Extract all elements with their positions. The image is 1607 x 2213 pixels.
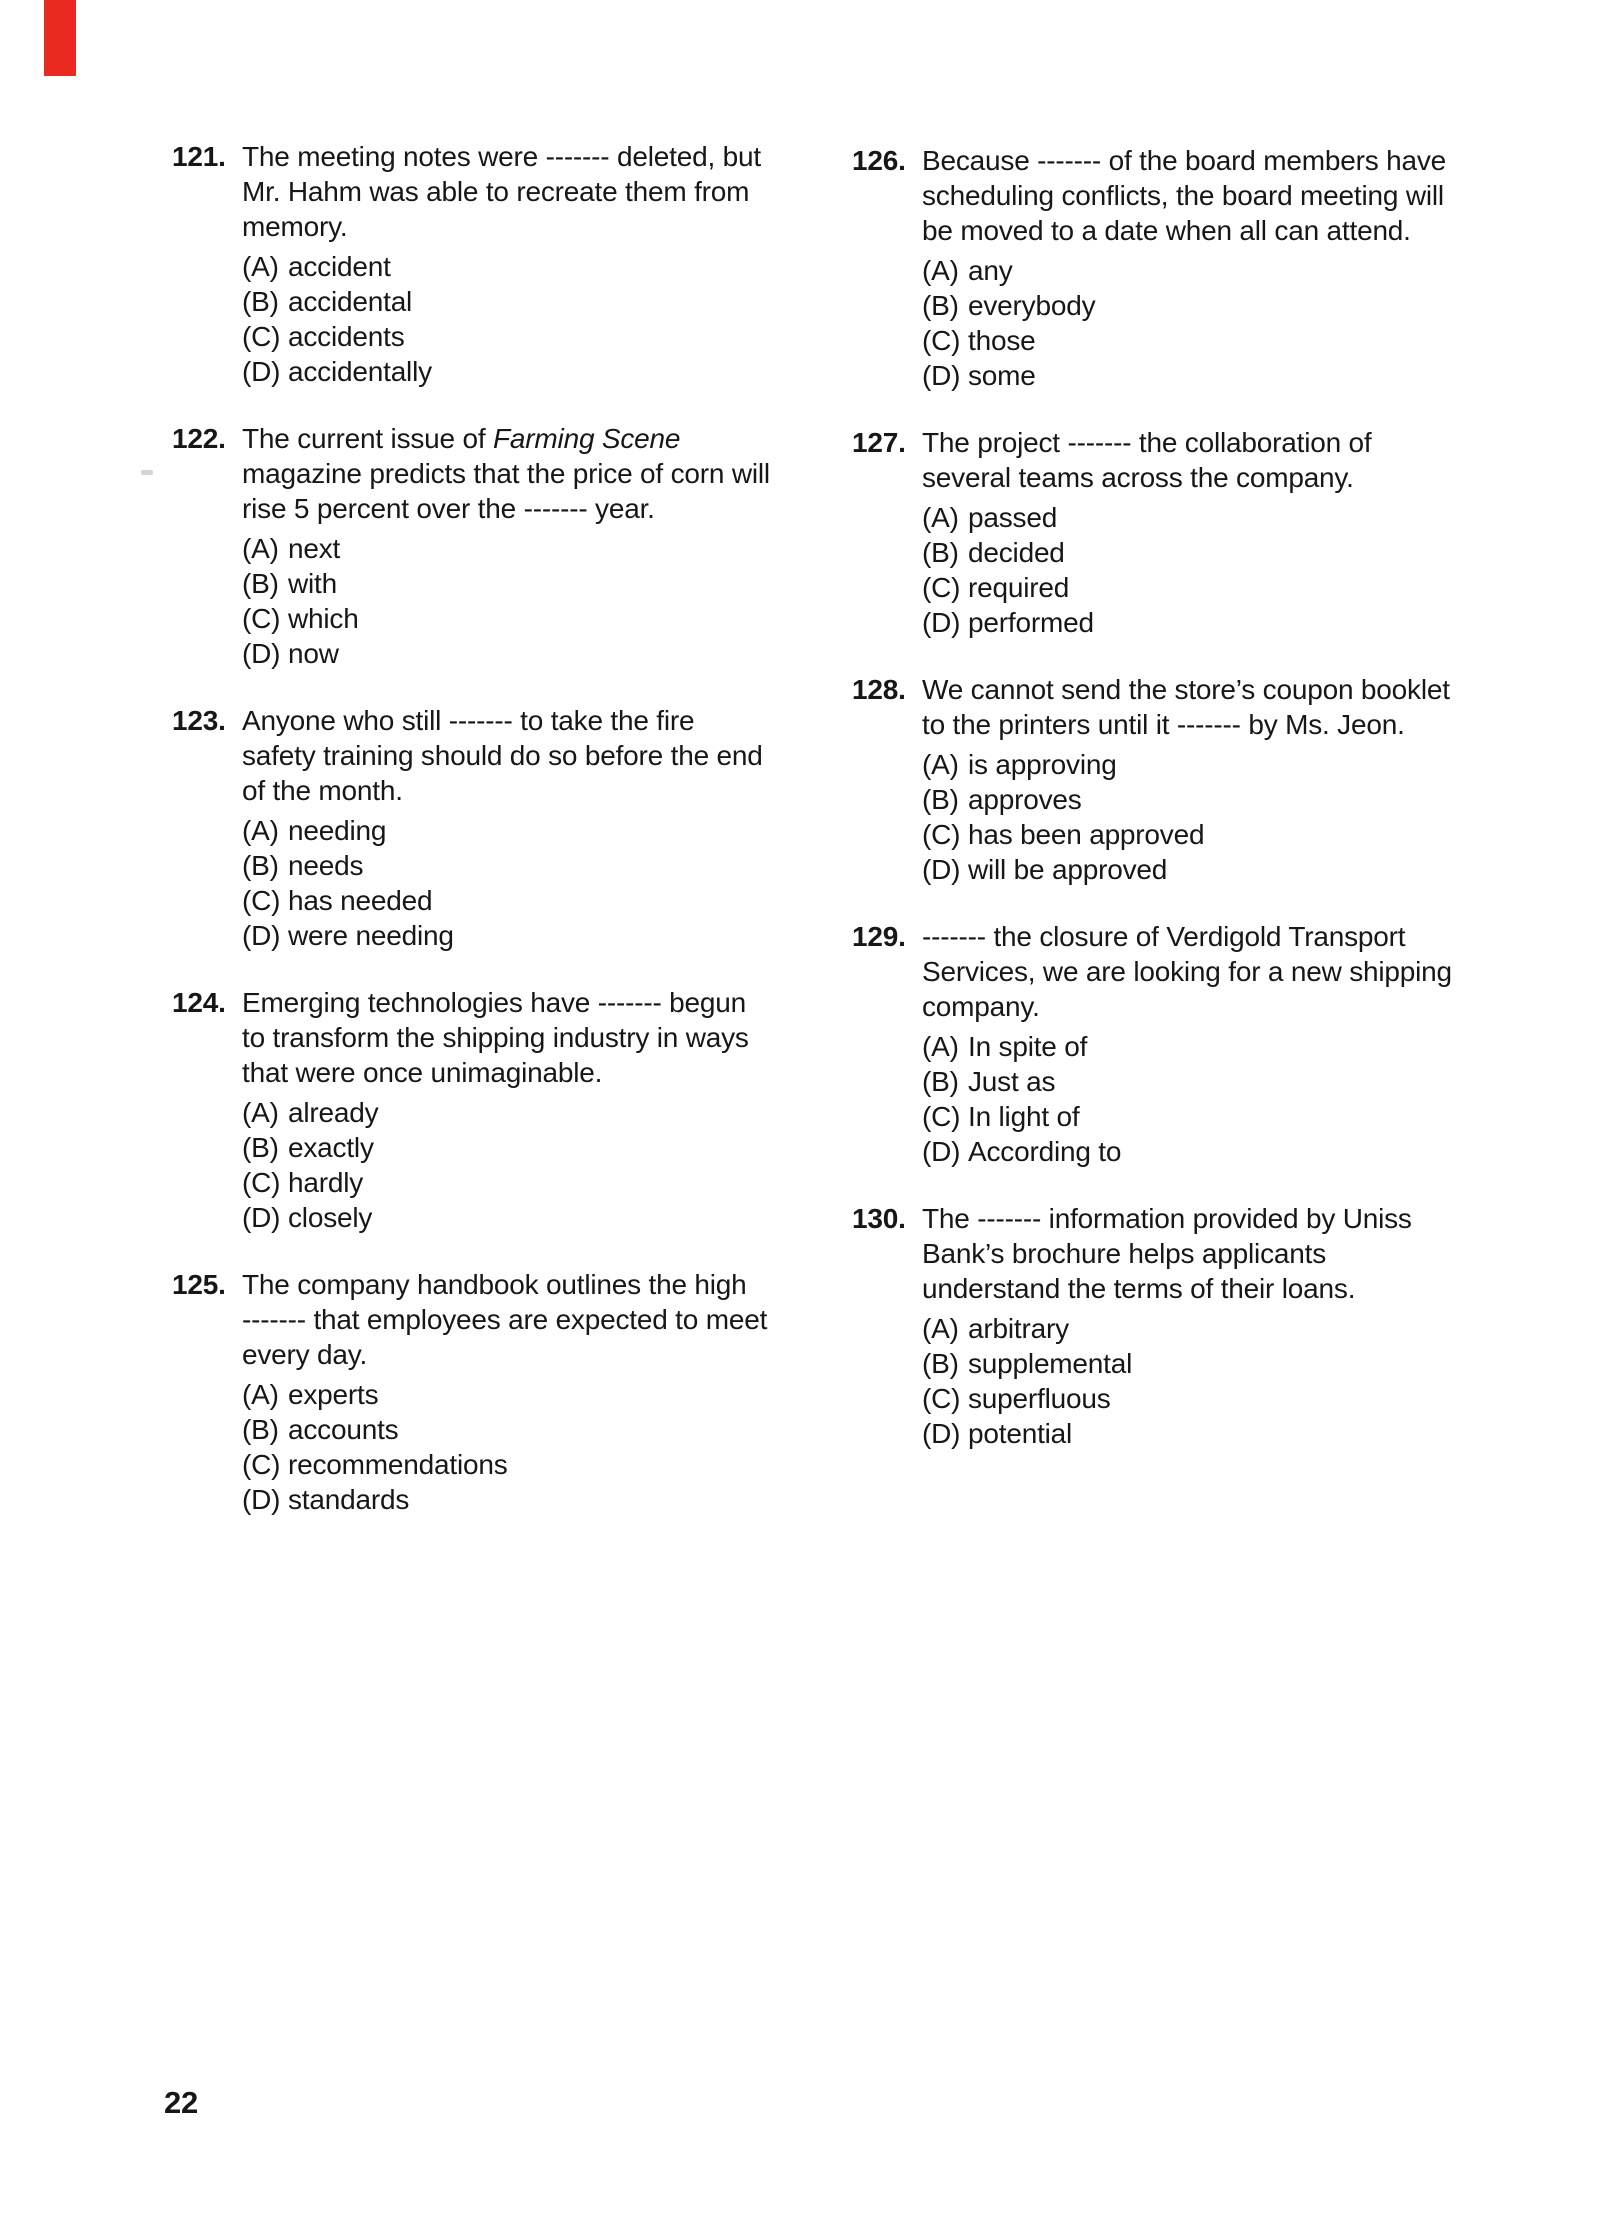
- option-row: [242, 813, 832, 848]
- question-stem: [242, 985, 832, 1090]
- stem-line: [922, 672, 1532, 707]
- stem-line: [922, 1201, 1532, 1236]
- stem-text: Services, we are looking for a new shipping: [922, 956, 1452, 987]
- option-text: experts: [288, 1379, 379, 1410]
- question-body: [922, 1201, 1532, 1451]
- option-row: [242, 1482, 832, 1517]
- option-text: recommendations: [288, 1449, 508, 1480]
- option-text: standards: [288, 1484, 410, 1515]
- stem-line: [922, 707, 1532, 742]
- stem-text: of the month.: [242, 775, 403, 806]
- option-text: Just as: [968, 1066, 1056, 1097]
- stem-italic-text: Farming Scene: [493, 423, 681, 454]
- option-text: next: [288, 533, 341, 564]
- option-row: [242, 1165, 832, 1200]
- option-row: [922, 1346, 1532, 1381]
- option-row: [922, 1064, 1532, 1099]
- stem-line: [242, 1020, 832, 1055]
- question-body: [242, 421, 832, 671]
- option-label: (C): [922, 819, 961, 850]
- margin-artifact-dash: [141, 470, 153, 475]
- option-label: (B): [242, 1132, 279, 1163]
- stem-line: [922, 213, 1532, 248]
- question-number: 129.: [852, 921, 906, 952]
- page-number: 22: [164, 2085, 199, 2120]
- question-number: 123.: [172, 705, 226, 736]
- option-label: (C): [922, 1383, 961, 1414]
- stem-line: [922, 954, 1532, 989]
- option-row: [242, 918, 832, 953]
- option-label: (C): [242, 885, 281, 916]
- option-row: [242, 1447, 832, 1482]
- question-stem: [922, 425, 1532, 495]
- stem-line: [242, 139, 832, 174]
- option-label: (D): [242, 920, 281, 951]
- option-row: [242, 1377, 832, 1412]
- stem-line: [242, 1302, 832, 1337]
- stem-text: safety training should do so before the end: [242, 740, 763, 771]
- option-text: any: [968, 255, 1013, 286]
- stem-text: company.: [922, 991, 1040, 1022]
- question-stem: [922, 1201, 1532, 1306]
- options-list: [242, 813, 832, 953]
- option-text: were needing: [288, 920, 454, 951]
- option-text: will be approved: [968, 854, 1168, 885]
- option-row: [922, 288, 1532, 323]
- question-body: [922, 425, 1532, 640]
- stem-text: We cannot send the store’s coupon booklet: [922, 674, 1450, 705]
- option-label: (C): [922, 572, 961, 603]
- option-label: (B): [242, 286, 279, 317]
- option-row: [242, 1130, 832, 1165]
- option-text: accounts: [288, 1414, 399, 1445]
- options-list: [242, 1095, 832, 1235]
- stem-text: memory.: [242, 211, 348, 242]
- option-text: approves: [968, 784, 1082, 815]
- question-stem: [922, 143, 1532, 248]
- question-stem: [242, 421, 832, 526]
- question-item: [172, 703, 832, 953]
- stem-line: [922, 989, 1532, 1024]
- question-item: [852, 425, 1532, 640]
- question-number: 125.: [172, 1269, 226, 1300]
- option-text: hardly: [288, 1167, 364, 1198]
- option-text: needs: [288, 850, 364, 881]
- options-list: [922, 1311, 1532, 1451]
- option-row: [922, 570, 1532, 605]
- option-label: (D): [242, 356, 281, 387]
- question-body: [242, 703, 832, 953]
- option-label: (B): [242, 850, 279, 881]
- stem-line: [242, 1055, 832, 1090]
- column-right: [852, 143, 1532, 1483]
- option-label: (D): [242, 1202, 281, 1233]
- option-text: passed: [968, 502, 1058, 533]
- stem-text: Because ------- of the board members have: [922, 145, 1447, 176]
- stem-text: to the printers until it ------- by Ms. Jeon.: [922, 709, 1405, 740]
- option-text: has been approved: [968, 819, 1205, 850]
- question-number: 126.: [852, 145, 906, 176]
- question-item: [852, 143, 1532, 393]
- options-list: [922, 500, 1532, 640]
- stem-text: Bank’s brochure helps applicants: [922, 1238, 1327, 1269]
- option-text: some: [968, 360, 1036, 391]
- column-left: [172, 139, 832, 1549]
- option-text: accidental: [288, 286, 413, 317]
- option-text: superfluous: [968, 1383, 1111, 1414]
- question-item: [852, 672, 1532, 887]
- option-label: (A): [242, 1097, 279, 1128]
- question-stem: [922, 672, 1532, 742]
- stem-text: understand the terms of their loans.: [922, 1273, 1356, 1304]
- option-text: According to: [968, 1136, 1122, 1167]
- option-row: [922, 1134, 1532, 1169]
- option-text: In spite of: [968, 1031, 1088, 1062]
- option-row: [922, 1029, 1532, 1064]
- option-label: (B): [922, 1066, 959, 1097]
- stem-line: [922, 143, 1532, 178]
- stem-line: [242, 174, 832, 209]
- option-row: [242, 249, 832, 284]
- question-number: 121.: [172, 141, 226, 172]
- option-label: (A): [922, 502, 959, 533]
- stem-line: [242, 1267, 832, 1302]
- options-list: [242, 531, 832, 671]
- stem-text: rise 5 percent over the ------- year.: [242, 493, 655, 524]
- option-row: [242, 883, 832, 918]
- option-row: [242, 636, 832, 671]
- option-text: accident: [288, 251, 391, 282]
- question-number: 130.: [852, 1203, 906, 1234]
- stem-text: be moved to a date when all can attend.: [922, 215, 1411, 246]
- option-row: [242, 1200, 832, 1235]
- option-text: needing: [288, 815, 387, 846]
- option-row: [922, 358, 1532, 393]
- stem-line: [922, 178, 1532, 213]
- question-number: 127.: [852, 427, 906, 458]
- stem-line: [242, 421, 832, 456]
- options-list: [922, 1029, 1532, 1169]
- stem-line: [922, 1271, 1532, 1306]
- question-stem: [242, 703, 832, 808]
- options-list: [922, 253, 1532, 393]
- option-label: (B): [922, 290, 959, 321]
- option-label: (A): [242, 815, 279, 846]
- stem-text: Mr. Hahm was able to recreate them from: [242, 176, 750, 207]
- option-text: already: [288, 1097, 379, 1128]
- option-text: arbitrary: [968, 1313, 1069, 1344]
- option-text: potential: [968, 1418, 1073, 1449]
- question-item: [172, 985, 832, 1235]
- option-label: (A): [922, 255, 959, 286]
- question-item: [172, 421, 832, 671]
- option-label: (D): [922, 360, 961, 391]
- stem-line: [242, 491, 832, 526]
- option-label: (A): [242, 1379, 279, 1410]
- question-body: [922, 672, 1532, 887]
- option-label: (A): [242, 533, 279, 564]
- option-row: [922, 500, 1532, 535]
- option-label: (C): [922, 325, 961, 356]
- options-list: [242, 1377, 832, 1517]
- option-label: (C): [242, 321, 281, 352]
- option-row: [242, 1412, 832, 1447]
- option-row: [242, 566, 832, 601]
- option-row: [922, 782, 1532, 817]
- option-label: (B): [922, 537, 959, 568]
- question-body: [242, 1267, 832, 1517]
- option-label: (D): [922, 1418, 961, 1449]
- option-text: now: [288, 638, 339, 669]
- stem-text: that were once unimaginable.: [242, 1057, 603, 1088]
- option-text: In light of: [968, 1101, 1080, 1132]
- option-row: [922, 1099, 1532, 1134]
- stem-text: The current issue of: [242, 423, 494, 454]
- red-corner-mark: [44, 0, 76, 76]
- stem-line: [242, 985, 832, 1020]
- option-label: (C): [242, 1167, 281, 1198]
- option-row: [242, 354, 832, 389]
- stem-line: [922, 919, 1532, 954]
- option-text: everybody: [968, 290, 1096, 321]
- option-text: accidentally: [288, 356, 432, 387]
- question-item: [172, 1267, 832, 1517]
- option-label: (D): [922, 1136, 961, 1167]
- question-body: [922, 919, 1532, 1169]
- option-label: (A): [242, 251, 279, 282]
- option-row: [922, 1381, 1532, 1416]
- option-label: (D): [242, 638, 281, 669]
- option-row: [922, 747, 1532, 782]
- option-row: [242, 531, 832, 566]
- option-text: is approving: [968, 749, 1117, 780]
- option-text: performed: [968, 607, 1094, 638]
- option-text: required: [968, 572, 1070, 603]
- stem-text: The meeting notes were ------- deleted, but: [242, 141, 761, 172]
- stem-line: [242, 209, 832, 244]
- question-body: [242, 985, 832, 1235]
- option-text: decided: [968, 537, 1065, 568]
- question-item: [852, 1201, 1532, 1451]
- option-row: [922, 1416, 1532, 1451]
- option-row: [922, 605, 1532, 640]
- option-label: (D): [922, 854, 961, 885]
- option-label: (A): [922, 1313, 959, 1344]
- question-stem: [242, 1267, 832, 1372]
- stem-line: [242, 773, 832, 808]
- stem-line: [242, 1337, 832, 1372]
- options-list: [242, 249, 832, 389]
- option-row: [242, 284, 832, 319]
- stem-line: [242, 456, 832, 491]
- question-item: [852, 919, 1532, 1169]
- option-text: with: [288, 568, 337, 599]
- option-label: (C): [922, 1101, 961, 1132]
- stem-text: Emerging technologies have ------- begun: [242, 987, 747, 1018]
- stem-text: ------- the closure of Verdigold Transport: [922, 921, 1406, 952]
- option-label: (A): [922, 1031, 959, 1062]
- option-label: (B): [242, 1414, 279, 1445]
- stem-text: The company handbook outlines the high: [242, 1269, 747, 1300]
- option-text: exactly: [288, 1132, 374, 1163]
- option-row: [922, 1311, 1532, 1346]
- question-number: 124.: [172, 987, 226, 1018]
- stem-line: [242, 703, 832, 738]
- question-stem: [242, 139, 832, 244]
- question-item: [172, 139, 832, 389]
- stem-text: several teams across the company.: [922, 462, 1354, 493]
- stem-text: The project ------- the collaboration of: [922, 427, 1372, 458]
- question-body: [922, 143, 1532, 393]
- option-text: has needed: [288, 885, 433, 916]
- option-text: which: [288, 603, 359, 634]
- option-label: (B): [922, 1348, 959, 1379]
- stem-text: Anyone who still ------- to take the fire: [242, 705, 695, 736]
- option-row: [242, 601, 832, 636]
- stem-line: [922, 425, 1532, 460]
- option-label: (C): [242, 1449, 281, 1480]
- option-row: [922, 852, 1532, 887]
- stem-text: to transform the shipping industry in ways: [242, 1022, 749, 1053]
- option-row: [922, 535, 1532, 570]
- stem-line: [922, 1236, 1532, 1271]
- option-row: [242, 319, 832, 354]
- option-row: [242, 848, 832, 883]
- options-list: [922, 747, 1532, 887]
- option-row: [242, 1095, 832, 1130]
- option-row: [922, 253, 1532, 288]
- option-text: accidents: [288, 321, 405, 352]
- stem-line: [922, 460, 1532, 495]
- stem-text: every day.: [242, 1339, 368, 1370]
- option-label: (D): [242, 1484, 281, 1515]
- option-label: (C): [242, 603, 281, 634]
- stem-text: The ------- information provided by Uniss: [922, 1203, 1412, 1234]
- stem-line: [242, 738, 832, 773]
- option-label: (B): [922, 784, 959, 815]
- option-label: (D): [922, 607, 961, 638]
- stem-text: magazine predicts that the price of corn will: [242, 458, 770, 489]
- question-stem: [922, 919, 1532, 1024]
- option-row: [922, 323, 1532, 358]
- option-label: (B): [242, 568, 279, 599]
- option-text: supplemental: [968, 1348, 1133, 1379]
- question-number: 128.: [852, 674, 906, 705]
- option-text: those: [968, 325, 1036, 356]
- stem-text: ------- that employees are expected to meet: [242, 1304, 768, 1335]
- option-text: closely: [288, 1202, 373, 1233]
- stem-text: scheduling conflicts, the board meeting will: [922, 180, 1444, 211]
- question-body: [242, 139, 832, 389]
- question-number: 122.: [172, 423, 226, 454]
- option-label: (A): [922, 749, 959, 780]
- option-row: [922, 817, 1532, 852]
